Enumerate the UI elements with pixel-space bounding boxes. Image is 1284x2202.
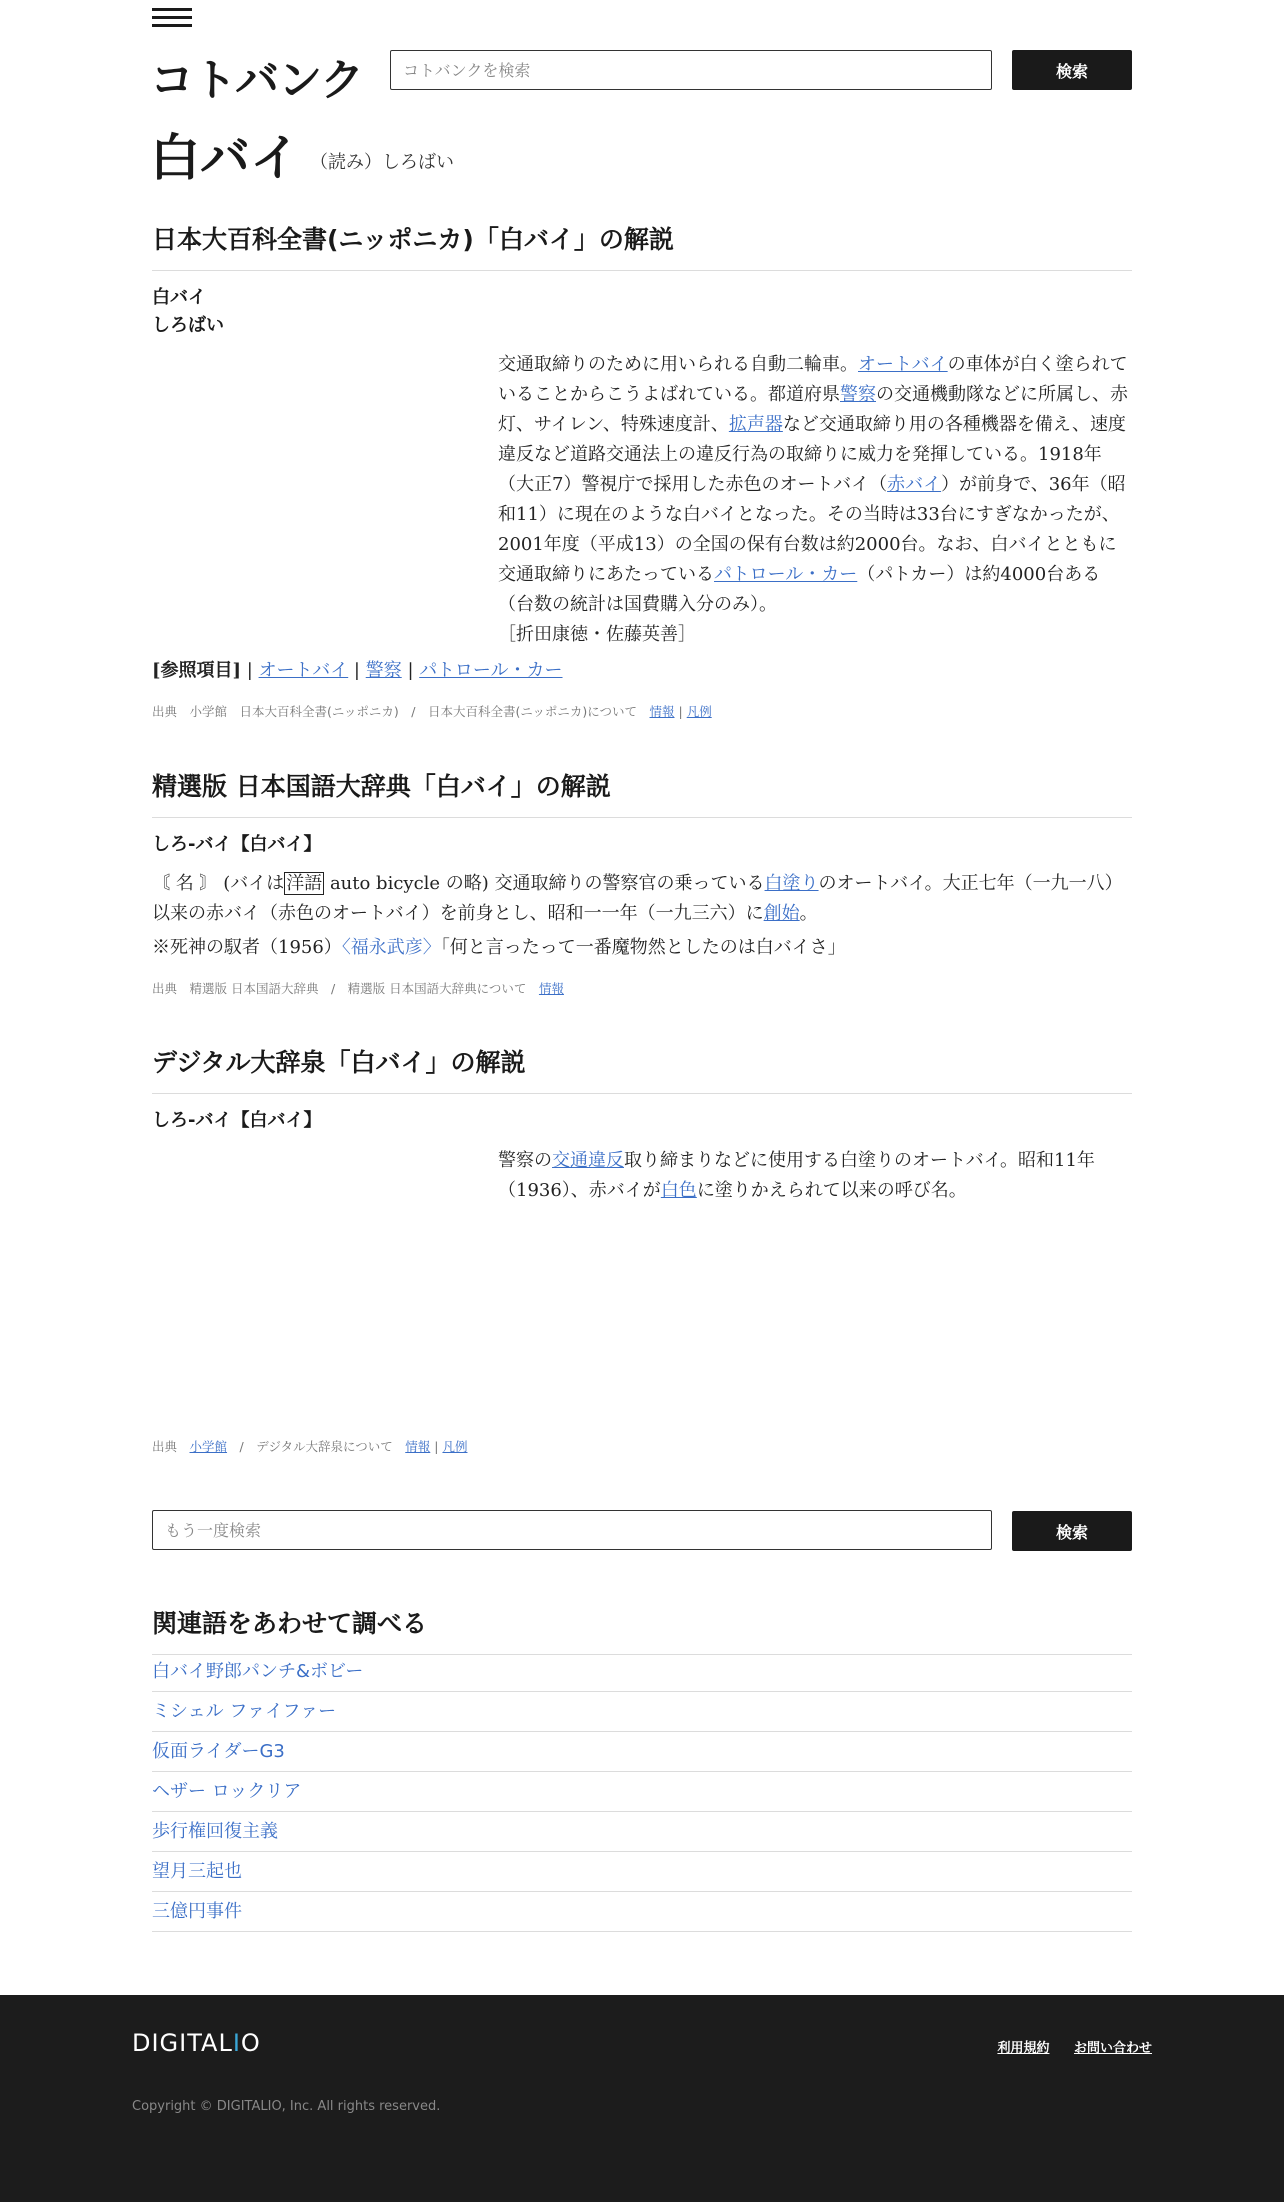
term-link[interactable]: 拡声器 [728, 414, 783, 435]
example-text: 「何と言ったって一番魔物然としたのは白バイさ」 [440, 937, 846, 958]
body-text: 交通取締りのために用いられる自動二輪車。 [498, 354, 858, 375]
body-text: 。 [799, 903, 818, 924]
term-link[interactable]: オートバイ [858, 354, 948, 375]
body-text: の車体が白く塗られていることからこうよばれている。都道府県 [498, 354, 1128, 405]
origin-text: auto bicycle の略) 交通取締りの警察官の乗っている [324, 873, 765, 894]
hamburger-menu-icon[interactable] [152, 8, 192, 32]
page-title: 白バイ [150, 129, 300, 187]
source-text: / デジタル大辞泉について [227, 1439, 393, 1454]
heading-suffix: 「白バイ」の解説 [325, 1048, 526, 1077]
related-item [152, 1652, 1132, 1692]
search-input[interactable] [390, 50, 992, 90]
info-link[interactable]: 情報 [405, 1439, 431, 1454]
copyright: Copyright © DIGITALIO, Inc. All rights reserved. [132, 2099, 441, 2114]
related-link[interactable]: 望月三起也 [152, 1861, 242, 1882]
source-line [152, 979, 564, 997]
related-link[interactable]: ヘザー ロックリア [152, 1781, 302, 1802]
publisher-link[interactable]: 小学館 [189, 1439, 228, 1454]
origin-box: 洋語 [286, 873, 323, 894]
ref-link[interactable]: パトロール・カー [419, 660, 563, 681]
body-text: に塗りかえられて以来の呼び名。 [696, 1180, 967, 1201]
entry-body [498, 350, 1132, 620]
entry-author: ［折田康徳・佐藤英善］ [498, 624, 696, 645]
search-again-input[interactable] [152, 1510, 992, 1550]
term-link[interactable]: 創始 [763, 903, 800, 924]
body-text: など交通取締り用の各種機器を備え、速度違反など道路交通法上の違反行為の取締りに威力を発揮している。1918年（大正7）警視庁で採用した赤色のオートバイ（ [498, 414, 1126, 495]
footer-logo-text: DIGITAL [132, 2029, 233, 2057]
example-quote [152, 933, 1132, 963]
heading-suffix: 「白バイ」の解説 [410, 772, 611, 801]
related-item [152, 1892, 1132, 1932]
term-link[interactable]: パトロール・カー [714, 564, 858, 585]
footer-logo-accent: I [232, 2029, 241, 2057]
entry-word: 白バイ [152, 287, 206, 308]
source-text: 出典 小学館 日本大百科全書(ニッポニカ) / 日本大百科全書(ニッポニカ)について [152, 704, 637, 719]
related-link[interactable]: ミシェル ファイファー [152, 1701, 337, 1722]
source-line: 出典 小学館 / デジタル大辞泉について 情報 | 凡例 [152, 1439, 468, 1454]
related-item [152, 1812, 1132, 1852]
source-text: 出典 [152, 1439, 190, 1454]
origin-text: (バイは [223, 873, 285, 894]
example-author-link[interactable]: 〈福永武彦〉 [341, 937, 441, 958]
section-heading-nikkoku [152, 767, 1132, 818]
entry-body [498, 1146, 1132, 1206]
related-item [152, 1732, 1132, 1772]
footer [0, 1995, 1284, 2202]
entry-reading: しろばい [152, 315, 224, 336]
footer-logo-text: O [240, 2029, 261, 2057]
example-source: ※死神の馭者（1956） [152, 937, 342, 958]
related-link[interactable]: 歩行権回復主義 [152, 1821, 278, 1842]
body-text: ）が前身で、36年（昭和11）に現在のような白バイとなった。その当時は33台にすぎなかったが、2001年度（平成13）の全国の保有台数は約2000台。なお、白バイとともに交通取締りにあたっている [498, 474, 1126, 585]
ref-link[interactable]: オートバイ [258, 660, 349, 681]
body-text: （パトカー）は約4000台ある（台数の統計は国費購入分のみ）。 [498, 564, 1101, 615]
entry-body [152, 869, 1132, 929]
source-line: 出典 小学館 日本大百科全書(ニッポニカ) / 日本大百科全書(ニッポニカ)について 情報 | 凡例 [152, 704, 712, 719]
legend-link[interactable]: 凡例 [686, 704, 712, 719]
term-link[interactable]: 赤バイ [887, 474, 942, 495]
related-item [152, 1772, 1132, 1812]
ref-link[interactable]: 警察 [365, 660, 402, 681]
related-link[interactable]: 白バイ野郎パンチ&ボビー [152, 1661, 364, 1682]
footer-links [977, 2037, 1152, 2056]
entry-word: しろ‐バイ【白バイ】 [152, 1110, 322, 1131]
section-heading-daijisen [152, 1043, 1132, 1094]
term-link[interactable]: 交通違反 [552, 1150, 624, 1171]
related-link[interactable]: 三億円事件 [152, 1901, 242, 1922]
section-heading-nipponica [152, 220, 1132, 271]
ref-label: [参照項目] [152, 660, 242, 681]
related-item [152, 1692, 1132, 1732]
heading-suffix: 「白バイ」の解説 [473, 225, 674, 254]
source-name: 日本大百科全書(ニッポニカ) [152, 225, 474, 254]
body-text: 取り締まりなどに使用する白塗りのオートバイ。昭和11年（1936）、赤バイが [498, 1150, 1095, 1201]
site-logo[interactable]: コトバンク [150, 55, 364, 106]
body-text: 警察の [498, 1150, 552, 1171]
related-link[interactable]: 仮面ライダーG3 [152, 1741, 285, 1762]
term-link[interactable]: 警察 [840, 384, 876, 405]
body-text: のオートバイ。大正七年（一九一八）以来の赤バイ（赤色のオートバイ）を前身とし、昭和一一年（一九三六）に [152, 873, 1123, 924]
related-heading: 関連語をあわせて調べる [152, 1604, 1132, 1655]
search-again-button[interactable]: 検索 [1012, 1511, 1132, 1551]
source-name: 精選版 日本国語大辞典 [152, 772, 411, 801]
reference-items: [参照項目] | オートバイ | 警察 | パトロール・カー [152, 660, 563, 681]
term-link[interactable]: 白塗り [764, 873, 819, 894]
related-item [152, 1852, 1132, 1892]
footer-logo[interactable] [132, 2029, 261, 2057]
related-list [152, 1652, 1132, 1932]
entry-word: しろ‐バイ【白バイ】 [152, 834, 322, 855]
term-link[interactable]: 白色 [660, 1180, 697, 1201]
source-text: 出典 精選版 日本国語大辞典 / 精選版 日本国語大辞典について [152, 981, 527, 996]
info-link[interactable]: 情報 [649, 704, 675, 719]
contact-link[interactable]: お問い合わせ [1073, 2041, 1152, 2056]
source-name: デジタル大辞泉 [152, 1048, 326, 1077]
terms-link[interactable]: 利用規約 [997, 2041, 1050, 2056]
body-text: の交通機動隊などに所属し、赤灯、サイレン、特殊速度計、 [498, 384, 1128, 435]
part-of-speech: 〘 名 〙 [152, 873, 218, 894]
info-link[interactable]: 情報 [538, 981, 564, 996]
page-reading: （読み）しろばい [310, 152, 454, 173]
search-button[interactable]: 検索 [1012, 50, 1132, 90]
legend-link[interactable]: 凡例 [442, 1439, 468, 1454]
